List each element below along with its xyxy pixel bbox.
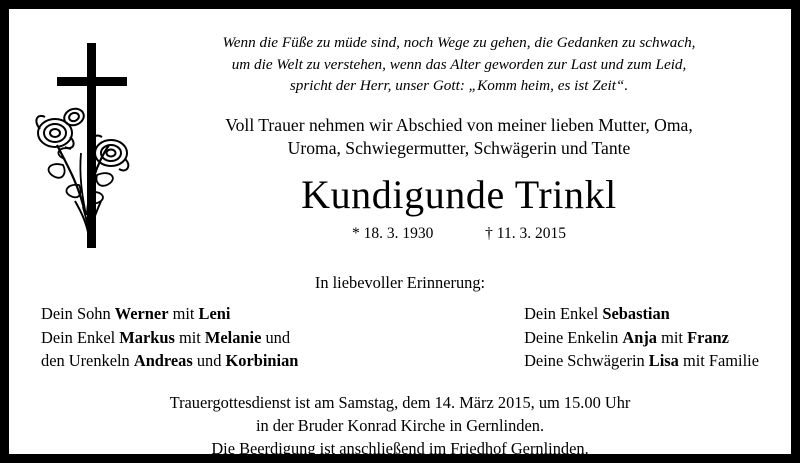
mourner-line: den Urenkeln Andreas und Korbinian (41, 351, 299, 371)
birth-date: * 18. 3. 1930 (352, 225, 434, 243)
death-date: † 11. 3. 2015 (485, 225, 566, 243)
mourners-block (23, 302, 777, 372)
obituary-inner (9, 9, 791, 458)
intro-line: Uroma, Schwiegermutter, Schwägerin und Tante (287, 138, 631, 159)
intro-line: Voll Trauer nehmen wir Abschied von meiner lieben Mutter, Oma, (225, 114, 693, 135)
service-line: in der Bruder Konrad Kirche in Gernlinden. (255, 415, 545, 435)
verse-line: Wenn die Füße zu müde sind, noch Wege zu gehen, die Gedanken zu schwach, (222, 34, 696, 51)
memory-heading: In liebevoller Erinnerung: (314, 273, 486, 293)
verse-line: spricht der Herr, unser Gott: „Komm heim, es ist Zeit“. (289, 77, 629, 95)
mourners-column-left (41, 302, 298, 372)
mourner-line: Deine Schwägerin Lisa mit Familie (524, 351, 759, 371)
service-details (23, 392, 777, 460)
mourner-line: Dein Enkel Sebastian (524, 304, 670, 324)
mourner-line: Dein Enkel Markus mit Melanie und (41, 327, 291, 347)
mourner-line: Deine Enkelin Anja mit Franz (524, 327, 729, 347)
cross-with-roses-icon (27, 25, 147, 255)
mourners-column-right (524, 302, 759, 372)
mourner-line: Dein Sohn Werner mit Leni (41, 304, 231, 324)
service-line: Trauergottesdienst ist am Samstag, dem 14. März 2015, um 15.00 Uhr (169, 393, 631, 413)
verse-line: um die Welt zu verstehen, wenn das Alter geworden zur Last und zum Leid, (231, 55, 687, 73)
service-line: Die Beerdigung ist anschließend im Friedhof Gernlinden. (211, 438, 589, 458)
deceased-name: Kundigunde Trinkl (301, 172, 617, 218)
